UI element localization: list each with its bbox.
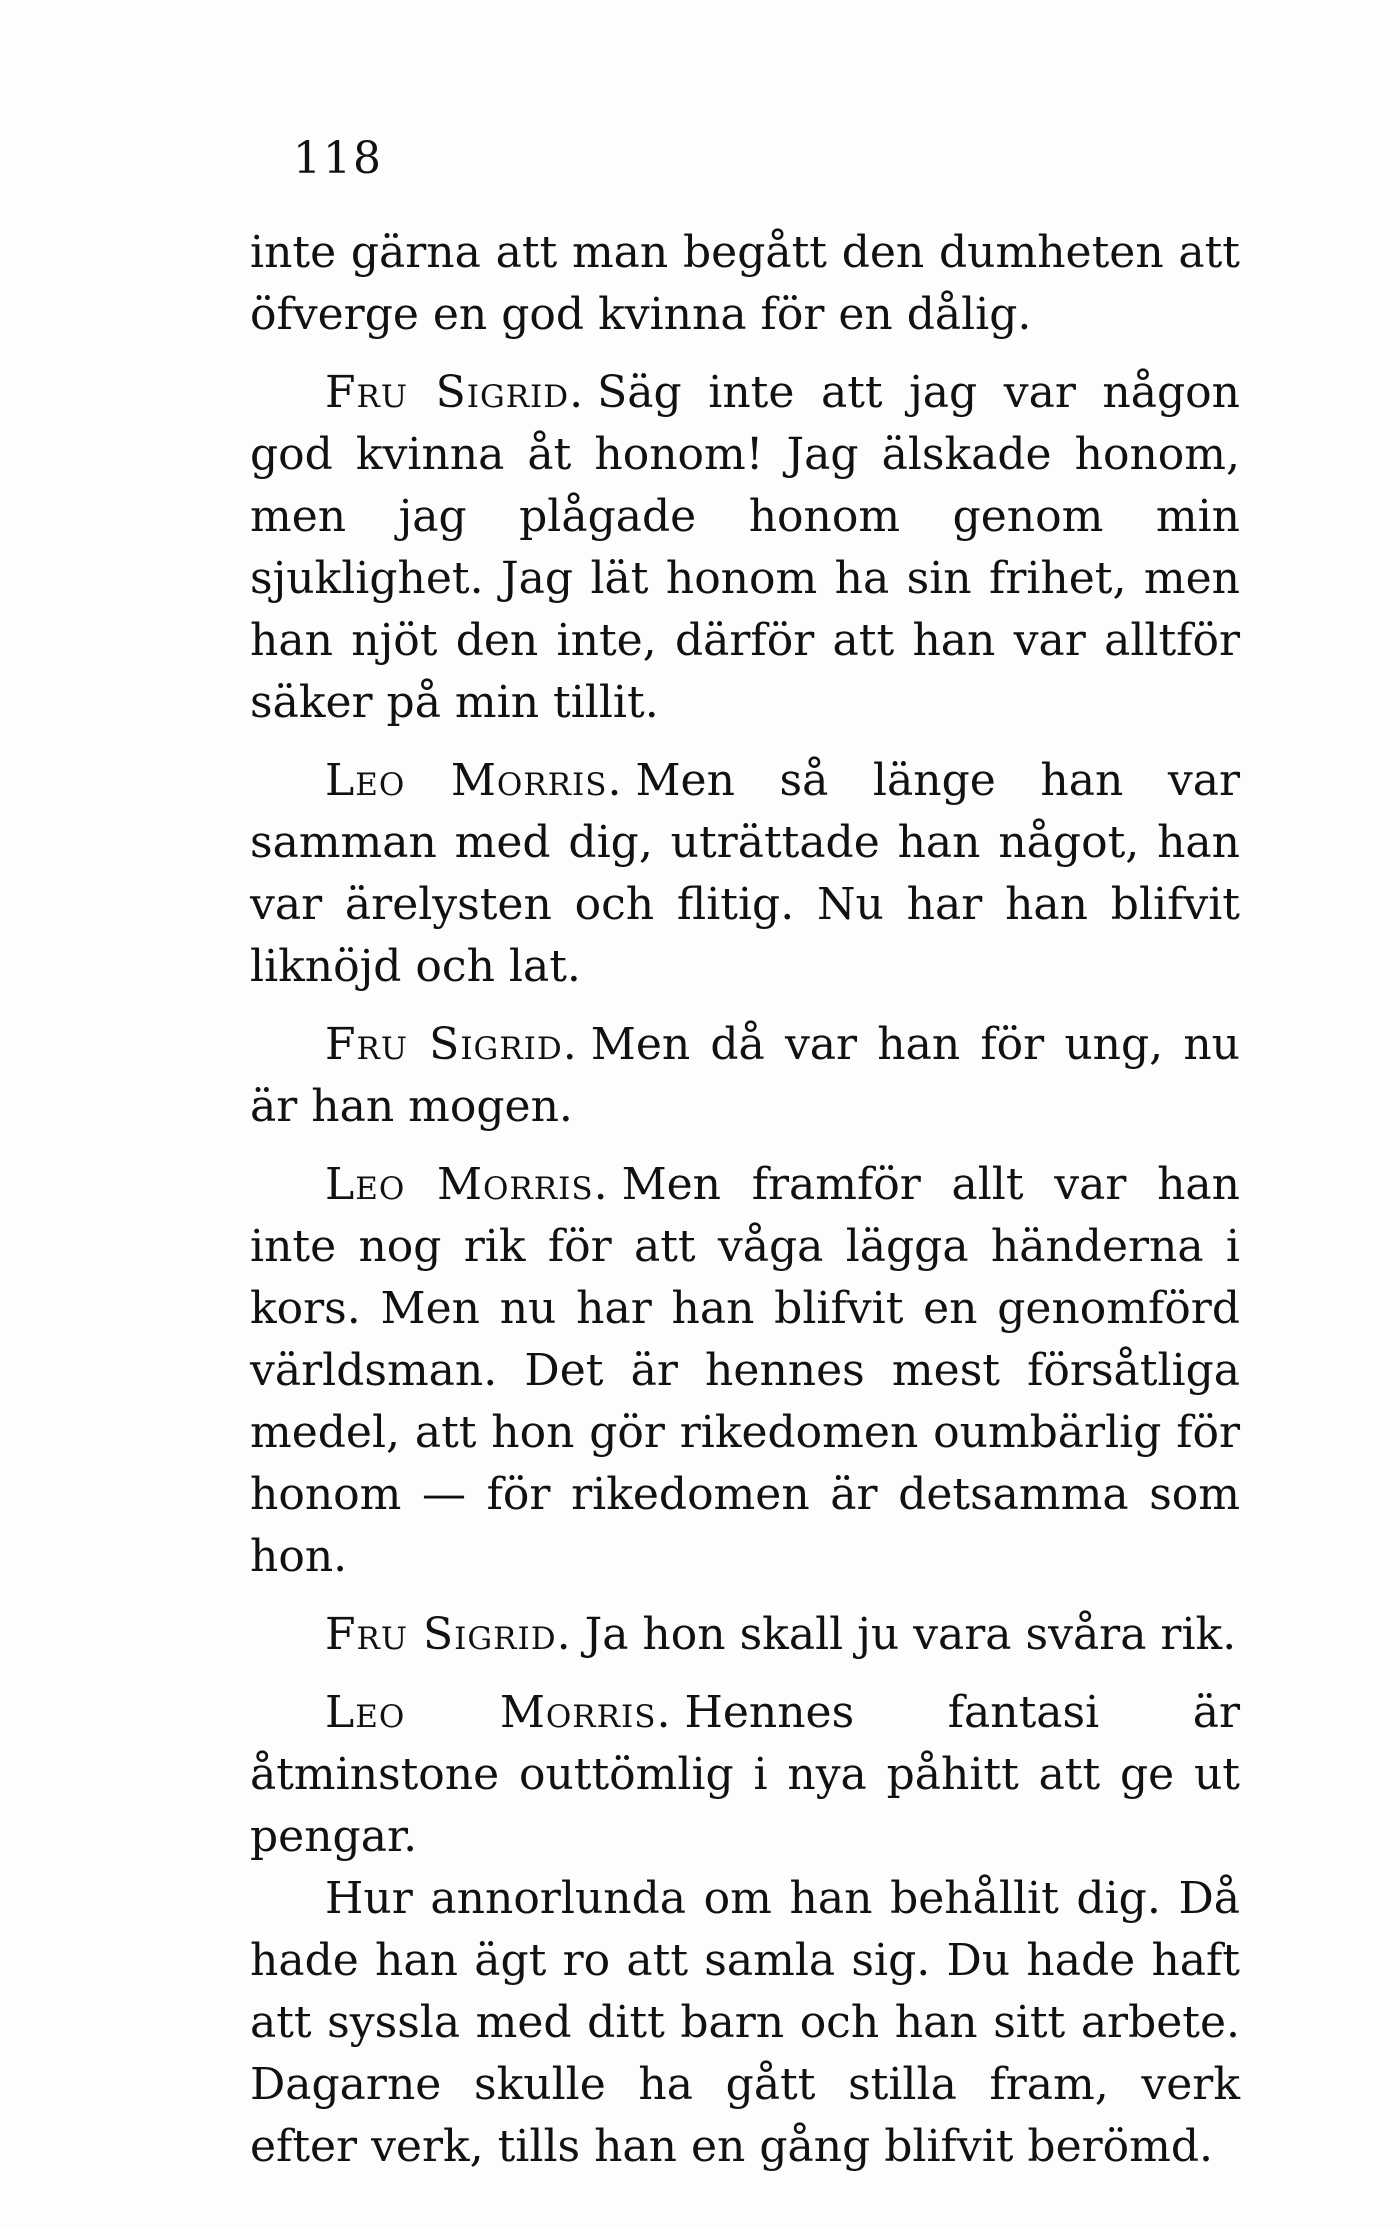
speaker-name: Fru Sigrid [325, 1019, 563, 1070]
speaker-name: Fru Sigrid [325, 1609, 557, 1660]
speaker-separator: . [656, 1687, 671, 1738]
dialogue-text: Men så länge han var samman med dig, uträttade han något, han var ärelysten och flitig. Nu har han blifvit liknöjd och lat. [250, 755, 1240, 992]
dialogue-text: Säg inte att jag var någon god kvinna åt honom! Jag älskade honom, men jag plågade honom genom min sjuklighet. Jag lät honom ha sin frihet, men han njöt den inte, därför att han var alltför säker på min tillit. [250, 367, 1240, 728]
speaker-separator: . [569, 367, 584, 418]
speaker-name: Leo Morris [325, 755, 608, 806]
speaker-separator: . [607, 755, 622, 806]
dialogue-text: Men framför allt var han inte nog rik för att våga lägga händerna i kors. Men nu har han blifvit en genomförd världsman. Det är hennes mest försåtliga medel, att hon gör rikedomen oumbärlig för honom — för rikedomen är detsamma som hon. [250, 1159, 1240, 1582]
speaker-separator: . [562, 1019, 577, 1070]
dialogue-paragraph [250, 1014, 1240, 1138]
paragraph [250, 222, 1240, 346]
dialogue-paragraph [250, 362, 1240, 734]
speaker-name: Leo Morris [325, 1159, 594, 1210]
page-number: 118 [293, 133, 383, 184]
paragraph-text: Hur annorlunda om han behållit dig. Då hade han ägt ro att samla sig. Du hade haft att syssla med ditt barn och han sitt arbete. Dagarne skulle ha gått stilla fram, verk efter verk, tills han en gång blifvit berömd. [250, 1873, 1240, 2172]
speaker-name: Fru Sigrid [325, 367, 570, 418]
speaker-separator: . [556, 1609, 571, 1660]
dialogue-paragraph [250, 1154, 1240, 1588]
dialogue-text: Hennes fantasi är åtminstone outtömlig i nya påhitt att ge ut pengar. [250, 1687, 1240, 1862]
dialogue-text: Men då var han för ung, nu är han mogen. [250, 1019, 1240, 1132]
dialogue-paragraph [250, 1604, 1240, 1666]
page-text [250, 222, 1240, 2194]
paragraph-text: inte gärna att man begått den dumheten att öfverge en god kvinna för en dålig. [250, 227, 1240, 340]
speaker-name: Leo Morris [325, 1687, 657, 1738]
speaker-separator: . [593, 1159, 608, 1210]
continued-paragraph [250, 1868, 1240, 2178]
dialogue-text: Ja hon skall ju vara svåra rik. [584, 1609, 1237, 1660]
dialogue-paragraph [250, 750, 1240, 998]
dialogue-paragraph [250, 1682, 1240, 1868]
